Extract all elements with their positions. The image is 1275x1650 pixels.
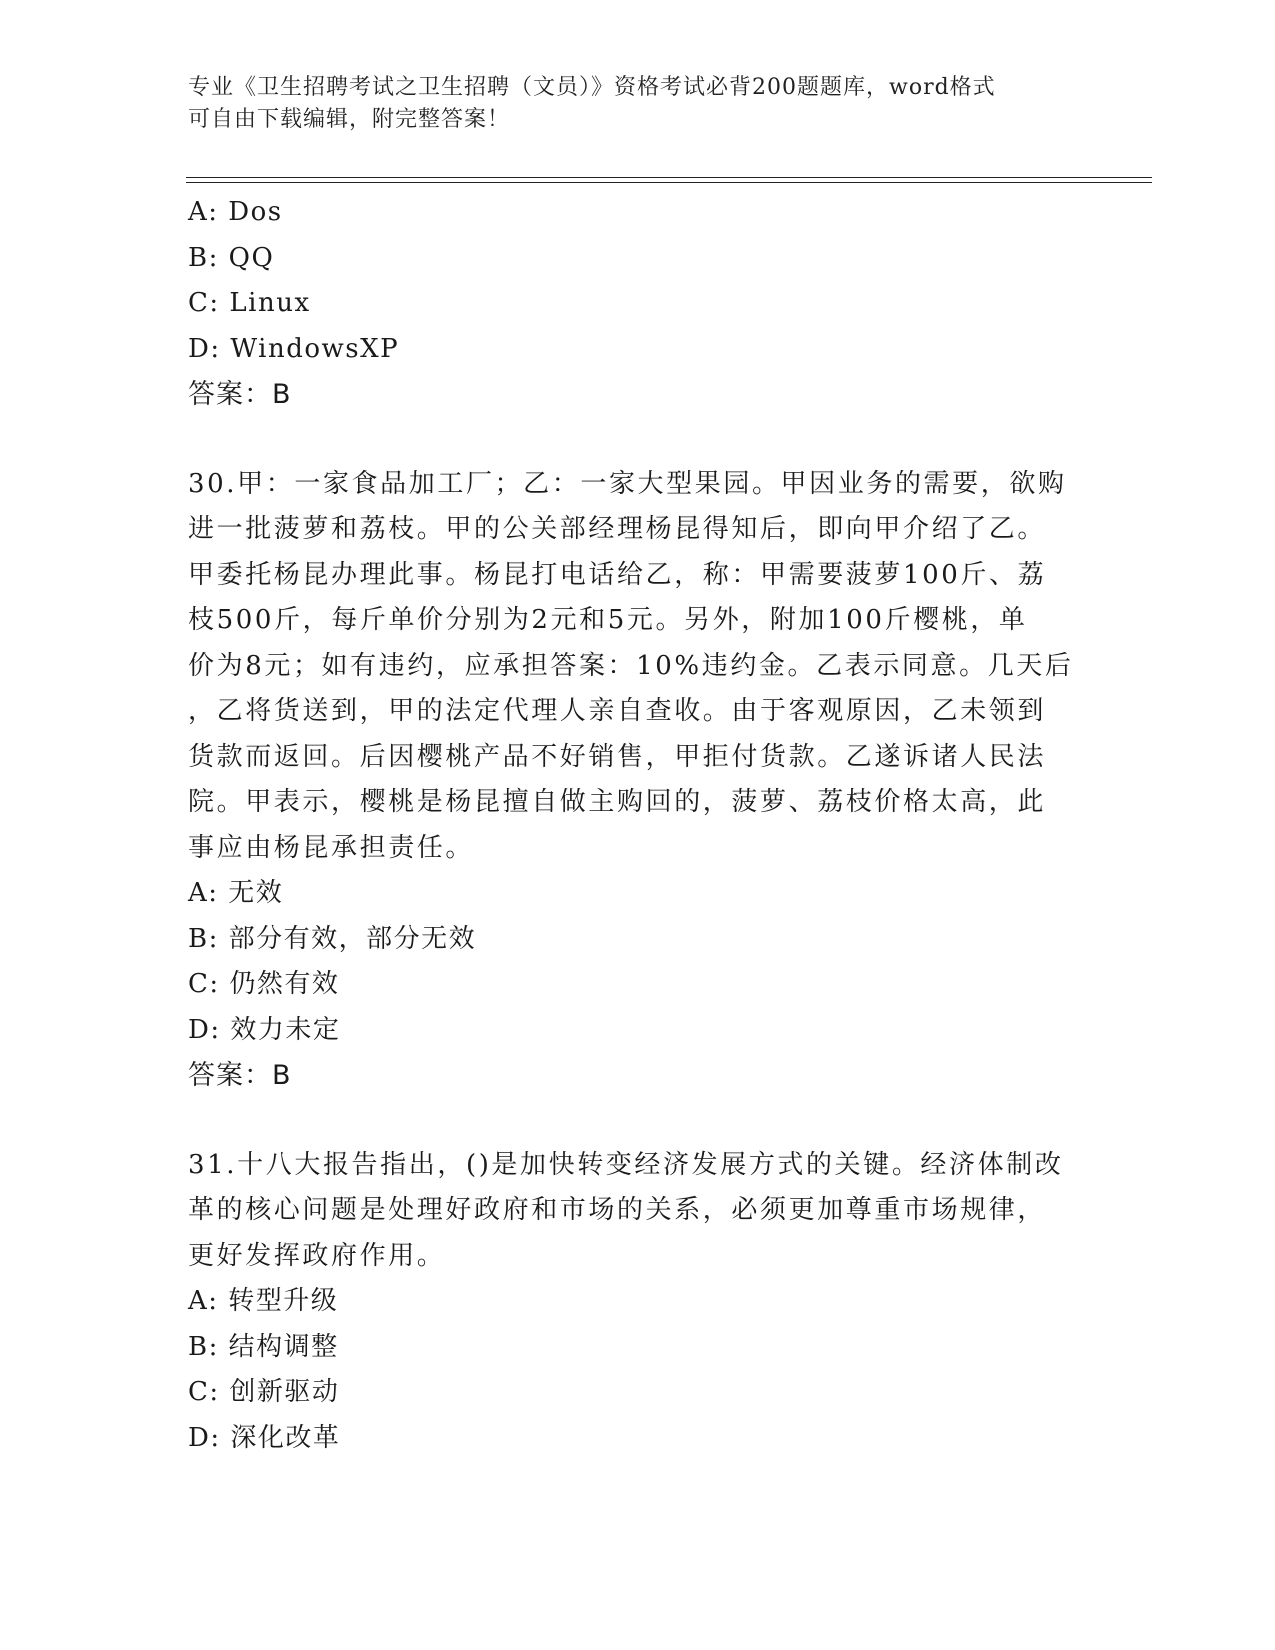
question-line: ，乙将货送到，甲的法定代理人亲自查收。由于客观原因，乙未领到 [188,696,1047,726]
question-line: 进一批菠萝和荔枝。甲的公关部经理杨昆得知后，即向甲介绍了乙。 [188,514,1047,544]
question-line: 30.甲：一家食品加工厂；乙：一家大型果园。甲因业务的需要，欲购 [188,468,1067,499]
option-a: A: 无效 [188,878,284,908]
option-d: D: WindowsXP [188,333,400,364]
question-line: 货款而返回。后因樱桃产品不好销售，甲拒付货款。乙遂诉诸人民法 [188,741,1047,772]
question-line: 院。甲表示，樱桃是杨昆擅自做主购回的，菠萝、荔枝价格太高，此 [188,787,1047,817]
option-b: B: QQ [188,242,275,273]
question-line: 价为8元；如有违约，应承担答案：10%违约金。乙表示同意。几天后 [188,650,1074,681]
option-b: B: 部分有效，部分无效 [188,923,477,954]
question-line: 枝500斤，每斤单价分别为2元和5元。另外，附加100斤樱桃，单 [188,605,1028,635]
answer-line: 答案：B [188,379,292,410]
question-text [188,1143,1078,1280]
option-d: D: 深化改革 [188,1422,341,1453]
option-c: C: 仍然有效 [188,969,340,999]
question-30 [188,462,1088,1099]
question-line: 革的核心问题是处理好政府和市场的关系，必须更加尊重市场规律， [188,1195,1047,1225]
question-line: 更好发挥政府作用。 [188,1240,446,1271]
header-divider [186,177,1152,178]
option-a: A: 转型升级 [188,1286,339,1316]
header-line: 可自由下载编辑，附完整答案！ [188,107,511,132]
document-header [188,72,1078,136]
question-31 [188,1143,1088,1462]
question-line: 31.十八大报告指出，()是加快转变经济发展方式的关键。经济体制改 [188,1149,1064,1180]
spacer [188,1099,1088,1143]
answer-line: 答案：B [188,1060,292,1091]
question-line: 甲委托杨昆办理此事。杨昆打电话给乙，称：甲需要菠萝100斤、荔 [188,559,1047,590]
header-divider [186,182,1152,183]
option-c: C: Linux [188,288,311,318]
option-c: C: 创新驱动 [188,1377,340,1407]
option-a: A: Dos [188,197,283,227]
header-line: 专业《卫生招聘考试之卫生招聘（文员）》资格考试必背200题题库，word格式 [188,75,996,100]
option-b: B: 结构调整 [188,1331,339,1362]
option-d: D: 效力未定 [188,1014,341,1045]
question-text [188,462,1078,872]
spacer [188,418,1088,462]
question-29-options [188,190,1088,418]
document-body [188,190,1088,1461]
question-line: 事应由杨昆承担责任。 [188,832,475,863]
